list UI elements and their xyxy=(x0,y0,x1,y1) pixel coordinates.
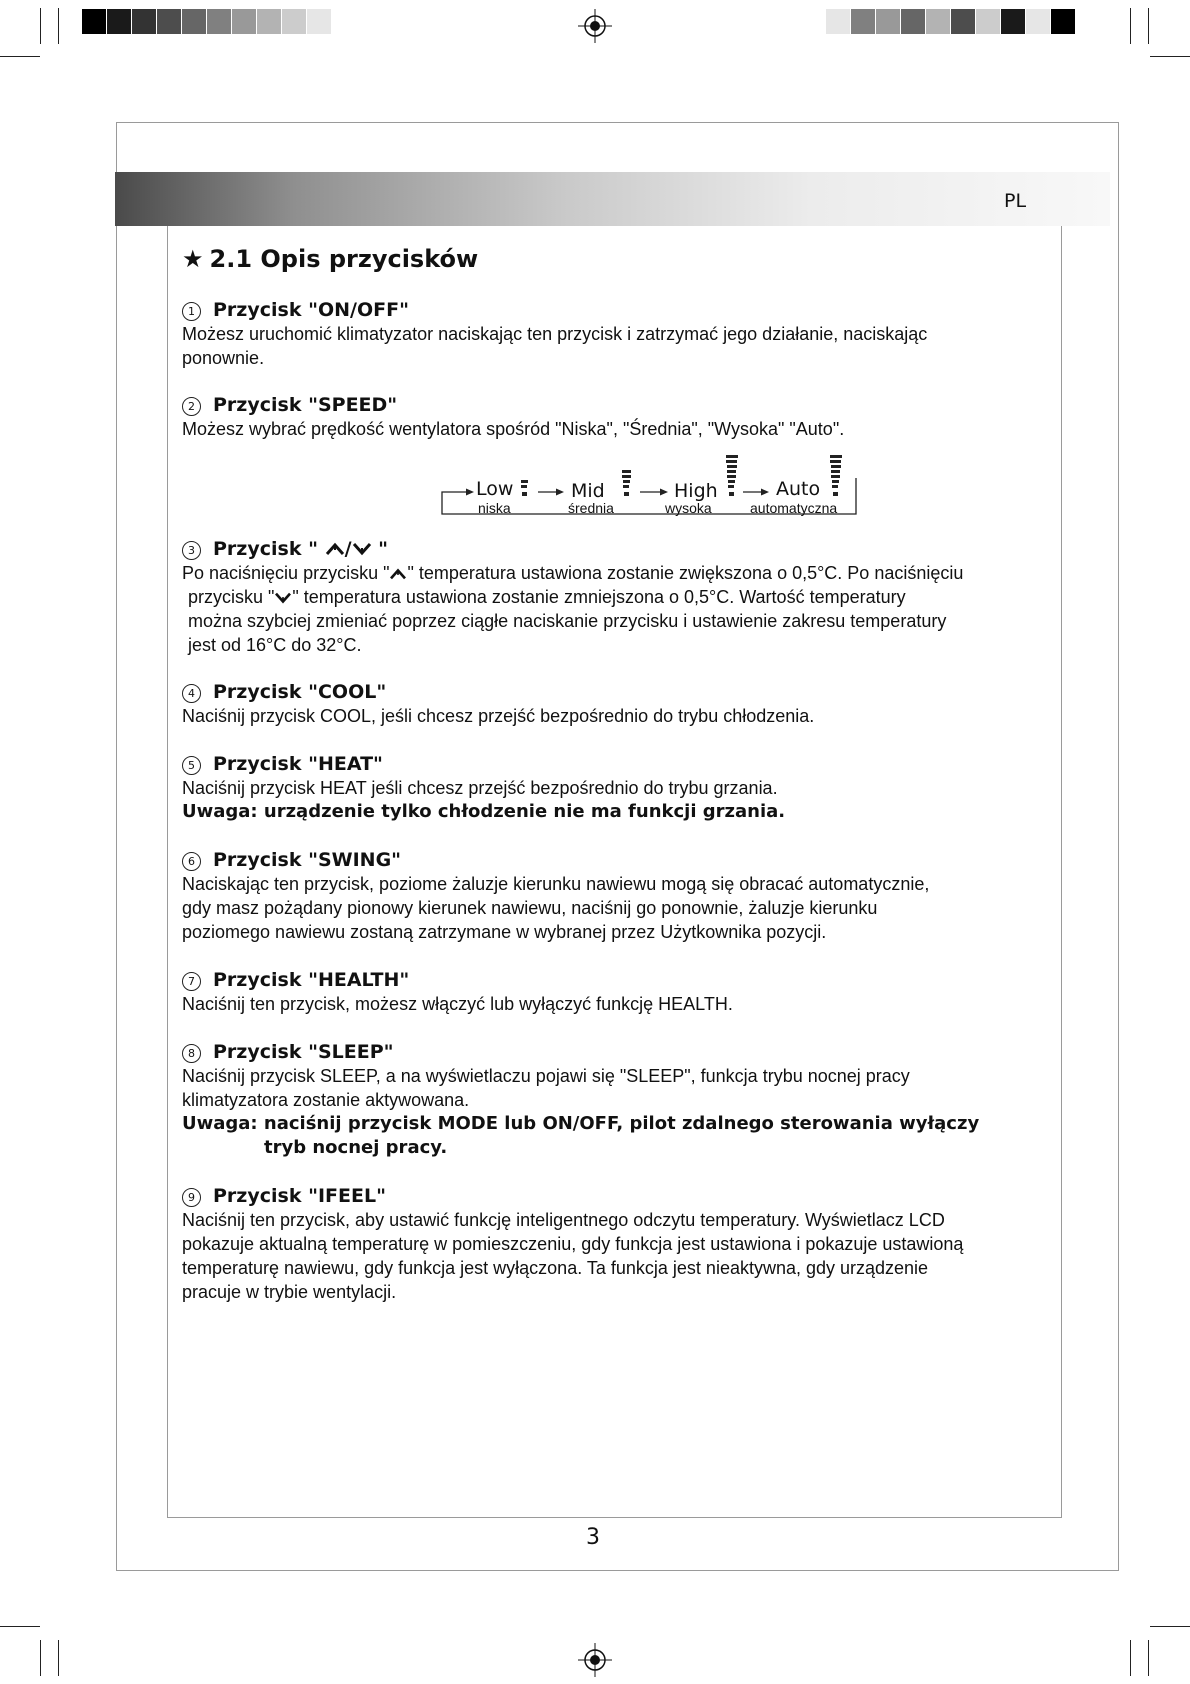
crop-mark xyxy=(1148,8,1149,44)
speed-label-high: High xyxy=(674,480,718,502)
text-part: " temperatura ustawiona zostanie zwiększona o 0,5°C. Po naciśnięciu xyxy=(407,563,964,583)
description-line: Możesz uruchomić klimatyzator naciskając ten przycisk i zatrzymać jego działanie, naciskając xyxy=(182,324,928,344)
item-title: Przycisk "IFEEL" xyxy=(213,1185,386,1207)
button-description-sleep xyxy=(182,1040,1062,1160)
speed-sub-auto: automatyczna xyxy=(750,500,838,516)
item-title: Przycisk " xyxy=(213,538,318,560)
description-line: jest od 16°C do 32°C. xyxy=(188,635,362,655)
speed-sub-low: niska xyxy=(478,500,511,516)
description-line: gdy masz pożądany pionowy kierunek nawiewu, naciśnij go ponownie, żaluzje kierunku xyxy=(182,898,878,918)
color-calibration-bar-right xyxy=(826,9,1076,34)
description-line: ponownie. xyxy=(182,348,265,368)
circled-number: 3 xyxy=(182,541,201,560)
slash: / xyxy=(344,538,352,560)
text-part: przycisku " xyxy=(188,587,275,607)
circled-number: 2 xyxy=(182,397,201,416)
down-arrow-icon xyxy=(274,591,292,605)
item-title: Przycisk "SWING" xyxy=(213,849,402,871)
description-line: pracuje w trybie wentylacji. xyxy=(182,1282,397,1302)
note: tryb nocnej pracy. xyxy=(264,1137,448,1158)
description-line: Możesz wybrać prędkość wentylatora spośród "Niska", "Średnia", "Wysoka" "Auto". xyxy=(182,419,845,439)
description-line: Naciśnij przycisk COOL, jeśli chcesz przejść bezpośrednio do trybu chłodzenia. xyxy=(182,706,815,726)
item-title: Przycisk "COOL" xyxy=(213,681,387,703)
circled-number: 4 xyxy=(182,684,201,703)
item-title: Przycisk "HEALTH" xyxy=(213,969,410,991)
speed-label-mid: Mid xyxy=(571,480,605,502)
crop-mark xyxy=(1150,56,1190,57)
title-end: " xyxy=(371,538,389,560)
description-line: Naciskając ten przycisk, poziome żaluzje kierunku nawiewu mogą się obracać automatycznie, xyxy=(182,874,930,894)
crop-mark xyxy=(58,8,59,44)
crop-mark xyxy=(58,1640,59,1676)
description-line xyxy=(182,585,1062,609)
crop-mark xyxy=(1130,1640,1131,1676)
down-arrow-icon xyxy=(352,541,372,557)
text-part: " temperatura ustawiona zostanie zmniejszona o 0,5°C. Wartość temperatury xyxy=(292,587,906,607)
circled-number: 6 xyxy=(182,852,201,871)
description-line: klimatyzatora zostanie aktywowana. xyxy=(182,1090,470,1110)
circled-number: 1 xyxy=(182,302,201,321)
description-line: Naciśnij ten przycisk, aby ustawić funkcję inteligentnego odczytu temperatury. Wyświetlacz LCD xyxy=(182,1210,945,1230)
color-calibration-bar-left xyxy=(82,9,332,34)
circled-number: 9 xyxy=(182,1188,201,1207)
button-description-heat xyxy=(182,752,1062,824)
item-title: Przycisk "SPEED" xyxy=(213,394,398,416)
fan-speed-diagram xyxy=(440,452,860,518)
crop-mark xyxy=(0,56,40,57)
button-description-health xyxy=(182,968,1062,1016)
button-description-ifeel xyxy=(182,1184,1062,1304)
description-line: poziomego nawiewu zostaną zatrzymane w wybranej przez Użytkownika pozycji. xyxy=(182,922,827,942)
star-icon: ★ xyxy=(182,245,204,273)
button-description-swing xyxy=(182,848,1062,944)
button-description-on-off xyxy=(182,298,1062,370)
page-inner-frame xyxy=(167,173,1062,1518)
up-arrow-icon xyxy=(389,567,407,581)
description-line: temperaturę nawiewu, gdy funkcja jest wyłączona. Ta funkcja jest nieaktywna, gdy urządzenie xyxy=(182,1258,929,1278)
description-line: Naciśnij przycisk HEAT jeśli chcesz przejść bezpośrednio do trybu grzania. xyxy=(182,778,778,798)
text-part: Po naciśnięciu przycisku " xyxy=(182,563,390,583)
crop-mark xyxy=(40,1640,41,1676)
description-line xyxy=(182,561,1062,585)
registration-mark-icon xyxy=(578,9,612,43)
crop-mark xyxy=(40,8,41,44)
circled-number: 5 xyxy=(182,756,201,775)
description-line: Naciśnij przycisk SLEEP, a na wyświetlaczu pojawi się "SLEEP", funkcja trybu nocnej pracy xyxy=(182,1066,910,1086)
crop-mark xyxy=(1130,8,1131,44)
circled-number: 7 xyxy=(182,972,201,991)
language-code: PL xyxy=(1004,190,1027,212)
up-arrow-icon xyxy=(325,541,345,557)
description-line: można szybciej zmieniać poprzez ciągłe naciskanie przycisku i ustawienie zakresu temperatury xyxy=(188,611,947,631)
fan-bars-high-icon xyxy=(725,452,741,512)
item-title: Przycisk "SLEEP" xyxy=(213,1041,394,1063)
fan-bars-mid-icon xyxy=(620,452,634,512)
button-description-cool xyxy=(182,680,1062,728)
speed-sub-mid: średnia xyxy=(568,500,614,516)
speed-sub-high: wysoka xyxy=(665,500,712,516)
speed-label-auto: Auto xyxy=(776,478,821,500)
section-title xyxy=(182,245,478,273)
registration-mark-icon xyxy=(578,1643,612,1677)
button-description-temperature xyxy=(182,537,1062,657)
section-title-text: 2.1 Opis przycisków xyxy=(209,245,479,273)
crop-mark xyxy=(1148,1640,1149,1676)
description-line: Naciśnij ten przycisk, możesz włączyć lub wyłączyć funkcję HEALTH. xyxy=(182,994,733,1014)
item-title: Przycisk "ON/OFF" xyxy=(213,299,409,321)
note: Uwaga: naciśnij przycisk MODE lub ON/OFF, pilot zdalnego sterowania wyłączy xyxy=(182,1113,980,1134)
note: Uwaga: urządzenie tylko chłodzenie nie ma funkcji grzania. xyxy=(182,801,786,822)
page-number: 3 xyxy=(586,1525,600,1550)
button-description-speed xyxy=(182,393,1062,441)
description-line: pokazuje aktualną temperaturę w pomieszczeniu, gdy funkcja jest ustawiona i pokazuje ustawioną xyxy=(182,1234,964,1254)
header-band xyxy=(115,172,1110,226)
crop-mark xyxy=(1150,1626,1190,1627)
circled-number: 8 xyxy=(182,1044,201,1063)
fan-bars-low-icon xyxy=(518,452,530,512)
speed-label-low: Low xyxy=(476,478,514,500)
item-title: Przycisk "HEAT" xyxy=(213,753,383,775)
crop-mark xyxy=(0,1626,40,1627)
